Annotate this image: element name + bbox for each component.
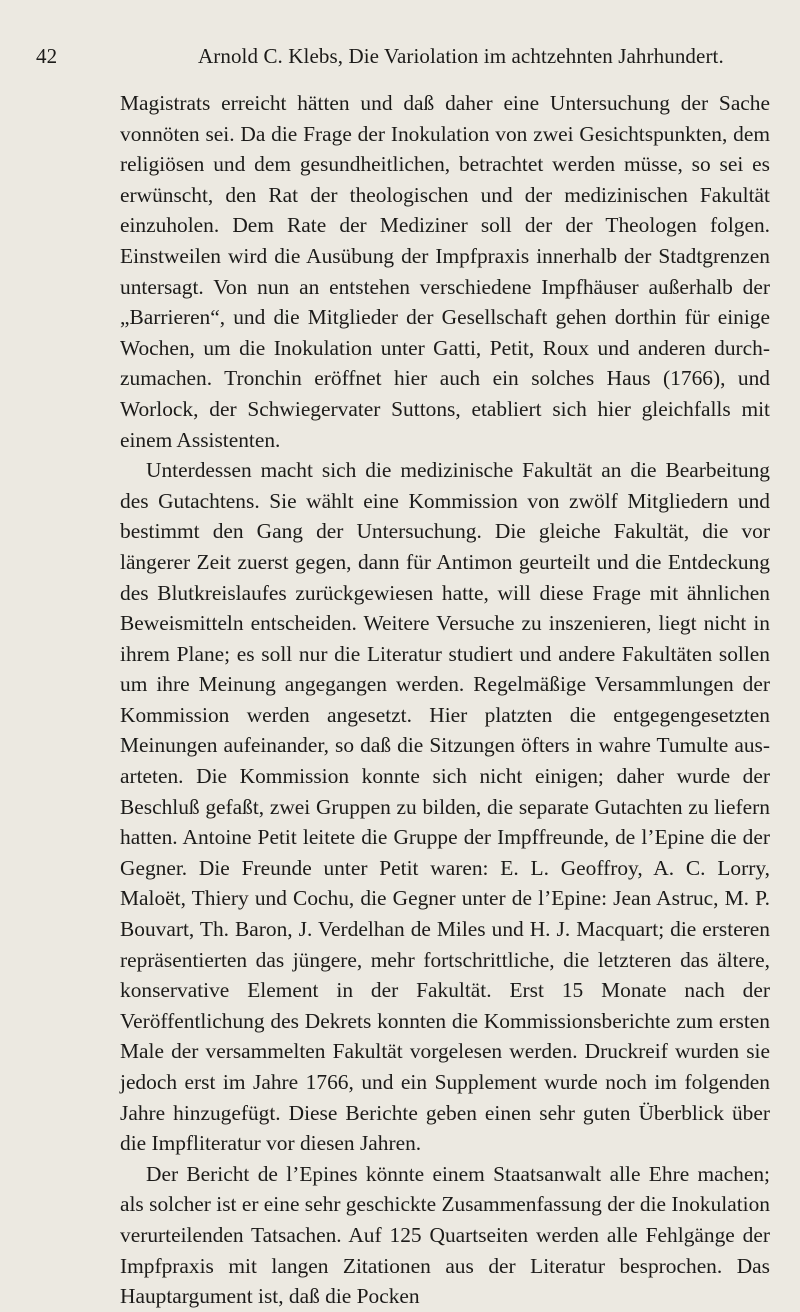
page-number: 42 [36, 44, 58, 68]
paragraph-2: Unterdessen macht sich die medizinische Fakultät an die Bearbeitung des Gutachtens. Sie wählt eine Kommission von zwölf Mitgliedern und bestimmt den Gang der Untersuchung. Die gleiche Fakultät, die vor längerer Zeit zuerst gegen, dann für Antimon geurteilt und die Entdeckung des Blutkreislaufes zurückgewiesen hatte, will diese Frage mit ähnlichen Beweismitteln entscheiden. Weitere Versuche zu inszenieren, liegt nicht in ihrem Plane; es soll nur die Literatur studiert und andere Fakultäten sollen um ihre Meinung angegangen werden. Regelmäßige Versammlungen der Kommission werden angesetzt. Hier platzten die entgegengesetzten Meinungen aufeinander, so daß die Sitzungen öfters in wahre Tumulte ausarteten. Die Kommission konnte sich nicht einigen; daher wurde der Beschluß gefaßt, zwei Gruppen zu bilden, die separate Gutachten zu liefern hatten. Antoine Petit leitete die Gruppe der Impffreunde, de l’Epine die der Gegner. Die Freunde unter Petit waren: E. L. Geoffroy, A. C. Lorry, Maloët, Thiery und Cochu, die Gegner unter de l’Epine: Jean Astruc, M. P. Bouvart, Th. Baron, J. Verdelhan de Miles und H. J. Macquart; die ersteren repräsentierten das jüngere, mehr fortschrittliche, die letzteren das ältere, konservative Element in der Fakultät. Erst 15 Monate nach der Veröffentlichung des Dekrets konnten die Kommissionsberichte zum ersten Male der versammelten Fakultät vorgelesen werden. Druckreif wurden sie jedoch erst im Jahre 1766, und ein Supplement wurde noch im folgenden Jahre hinzugefügt. Diese Berichte geben einen sehr guten Überblick über die Impfliteratur vor diesen Jahren. [120, 458, 770, 1156]
body-text [120, 88, 770, 1312]
running-title: Arnold C. Klebs, Die Variolation im achtzehnten Jahrhundert. [198, 44, 724, 68]
page-header [36, 44, 768, 78]
paragraph-1: Magistrats erreicht hätten und daß daher eine Untersuchung der Sache vonnöten sei. Da die Frage der Inokulation von zwei Gesichtspunkten, dem religiösen und dem gesundheitlichen, betrachtet werden müsse, so sei es erwünscht, den Rat der theologischen und der medizinischen Fakultät einzuholen. Dem Rate der Mediziner soll der der Theologen folgen. Einstweilen wird die Ausübung der Impfpraxis innerhalb der Stadtgrenzen untersagt. Von nun an entstehen verschiedene Impfhäuser außerhalb der „Barrieren“, und die Mitglieder der Gesellschaft gehen dorthin für einige Wochen, um die Inokulation unter Gatti, Petit, Roux und anderen durchzumachen. Tronchin eröffnet hier auch ein solches Haus (1766), und Worlock, der Schwiegervater Suttons, etabliert sich hier gleichfalls mit einem Assistenten. [120, 91, 770, 452]
paragraph-3: Der Bericht de l’Epines könnte einem Staatsanwalt alle Ehre machen; als solcher ist er eine sehr geschickte Zusammenfassung der die Inokulation verurteilenden Tatsachen. Auf 125 Quartseiten werden alle Fehlgänge der Impfpraxis mit langen Zitationen aus der Literatur besprochen. Das Hauptargument ist, daß die Pocken [120, 1161, 770, 1309]
book-page [36, 44, 768, 1312]
